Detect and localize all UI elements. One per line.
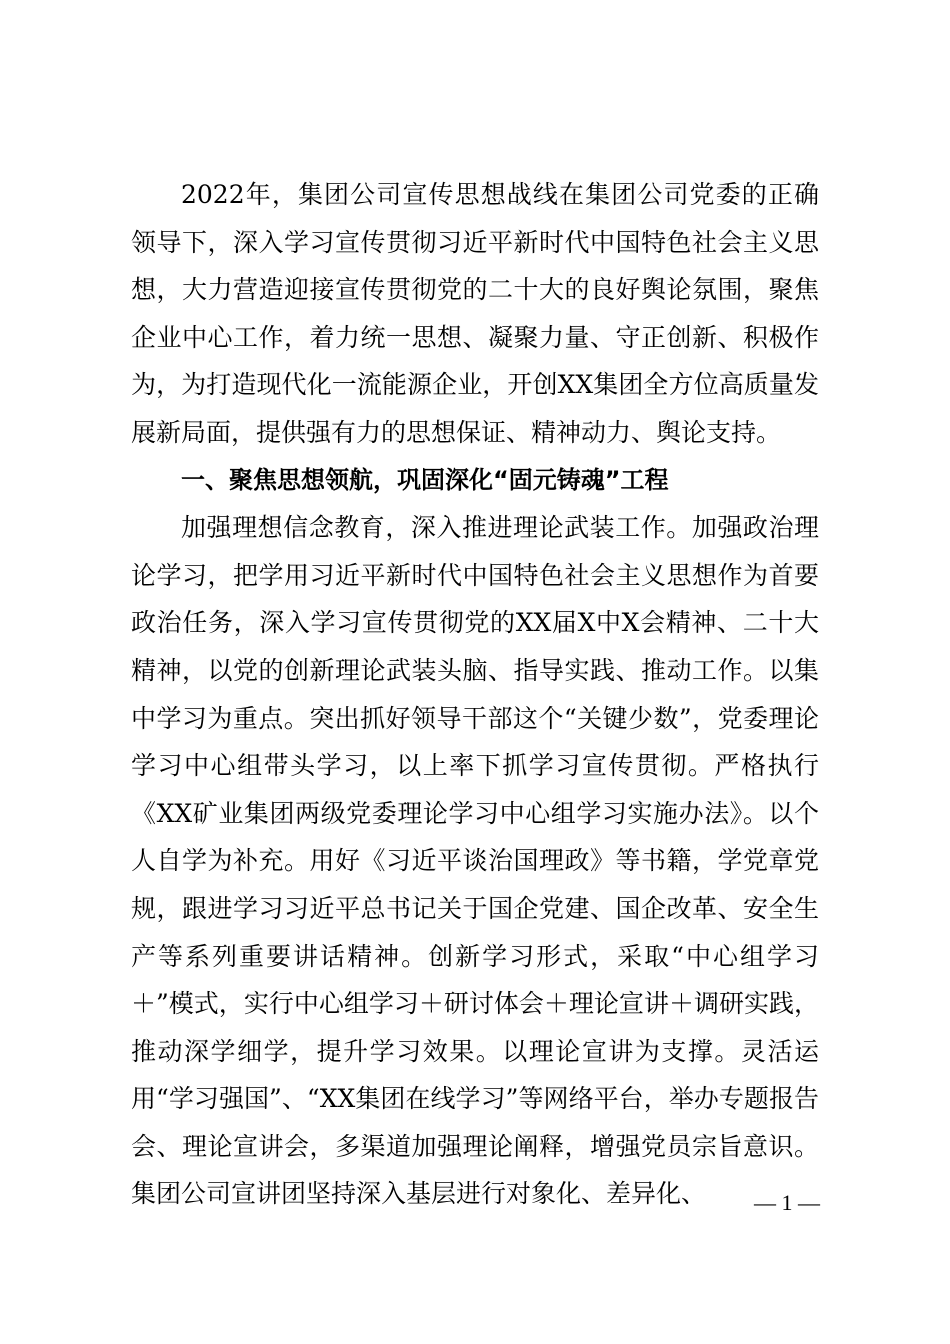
- section-paragraph: 加强理想信念教育，深入推进理论武装工作。加强政治理论学习，把学用习近平新时代中国特色社会主义思想作为首要政治任务，深入学习宣传贯彻党的XX届X中X会精神、二十大精神，以党的创新理论武装头脑、指导实践、推动工作。以集中学习为重点。突出抓好领导干部这个“关键少数”，党委理论学习中心组带头学习，以上率下抓学习宣传贯彻。严格执行《XX矿业集团两级党委理论学习中心组学习实施办法》。以个人自学为补充。用好《习近平谈治国理政》等书籍，学党章党规，跟进学习习近平总书记关于国企党建、国企改革、安全生产等系列重要讲话精神。创新学习形式，采取“中心组学习＋”模式，实行中心组学习＋研讨体会＋理论宣讲＋调研实践，推动深学细学，提升学习效果。以理论宣讲为支撑。灵活运用“学习强国”、“XX集团在线学习”等网络平台，举办专题报告会、理论宣讲会，多渠道加强理论阐释，增强党员宗旨意识。集团公司宣讲团坚持深入基层进行对象化、差异化、: [131, 513, 819, 1209]
- page-number: — 1 —: [754, 1190, 820, 1215]
- section-heading: 一、聚焦思想领航，巩固深化“固元铸魂”工程: [181, 465, 669, 494]
- intro-paragraph: 2022年，集团公司宣传思想战线在集团公司党委的正确领导下，深入学习宣传贯彻习近平新时代中国特色社会主义思想，大力营造迎接宣传贯彻党的二十大的良好舆论氛围，聚焦企业中心工作，着力统一思想、凝聚力量、守正创新、积极作为，为打造现代化一流能源企业，开创XX集团全方位高质量发展新局面，提供强有力的思想保证、精神动力、舆论支持。: [131, 180, 819, 447]
- document-body: [131, 171, 819, 1218]
